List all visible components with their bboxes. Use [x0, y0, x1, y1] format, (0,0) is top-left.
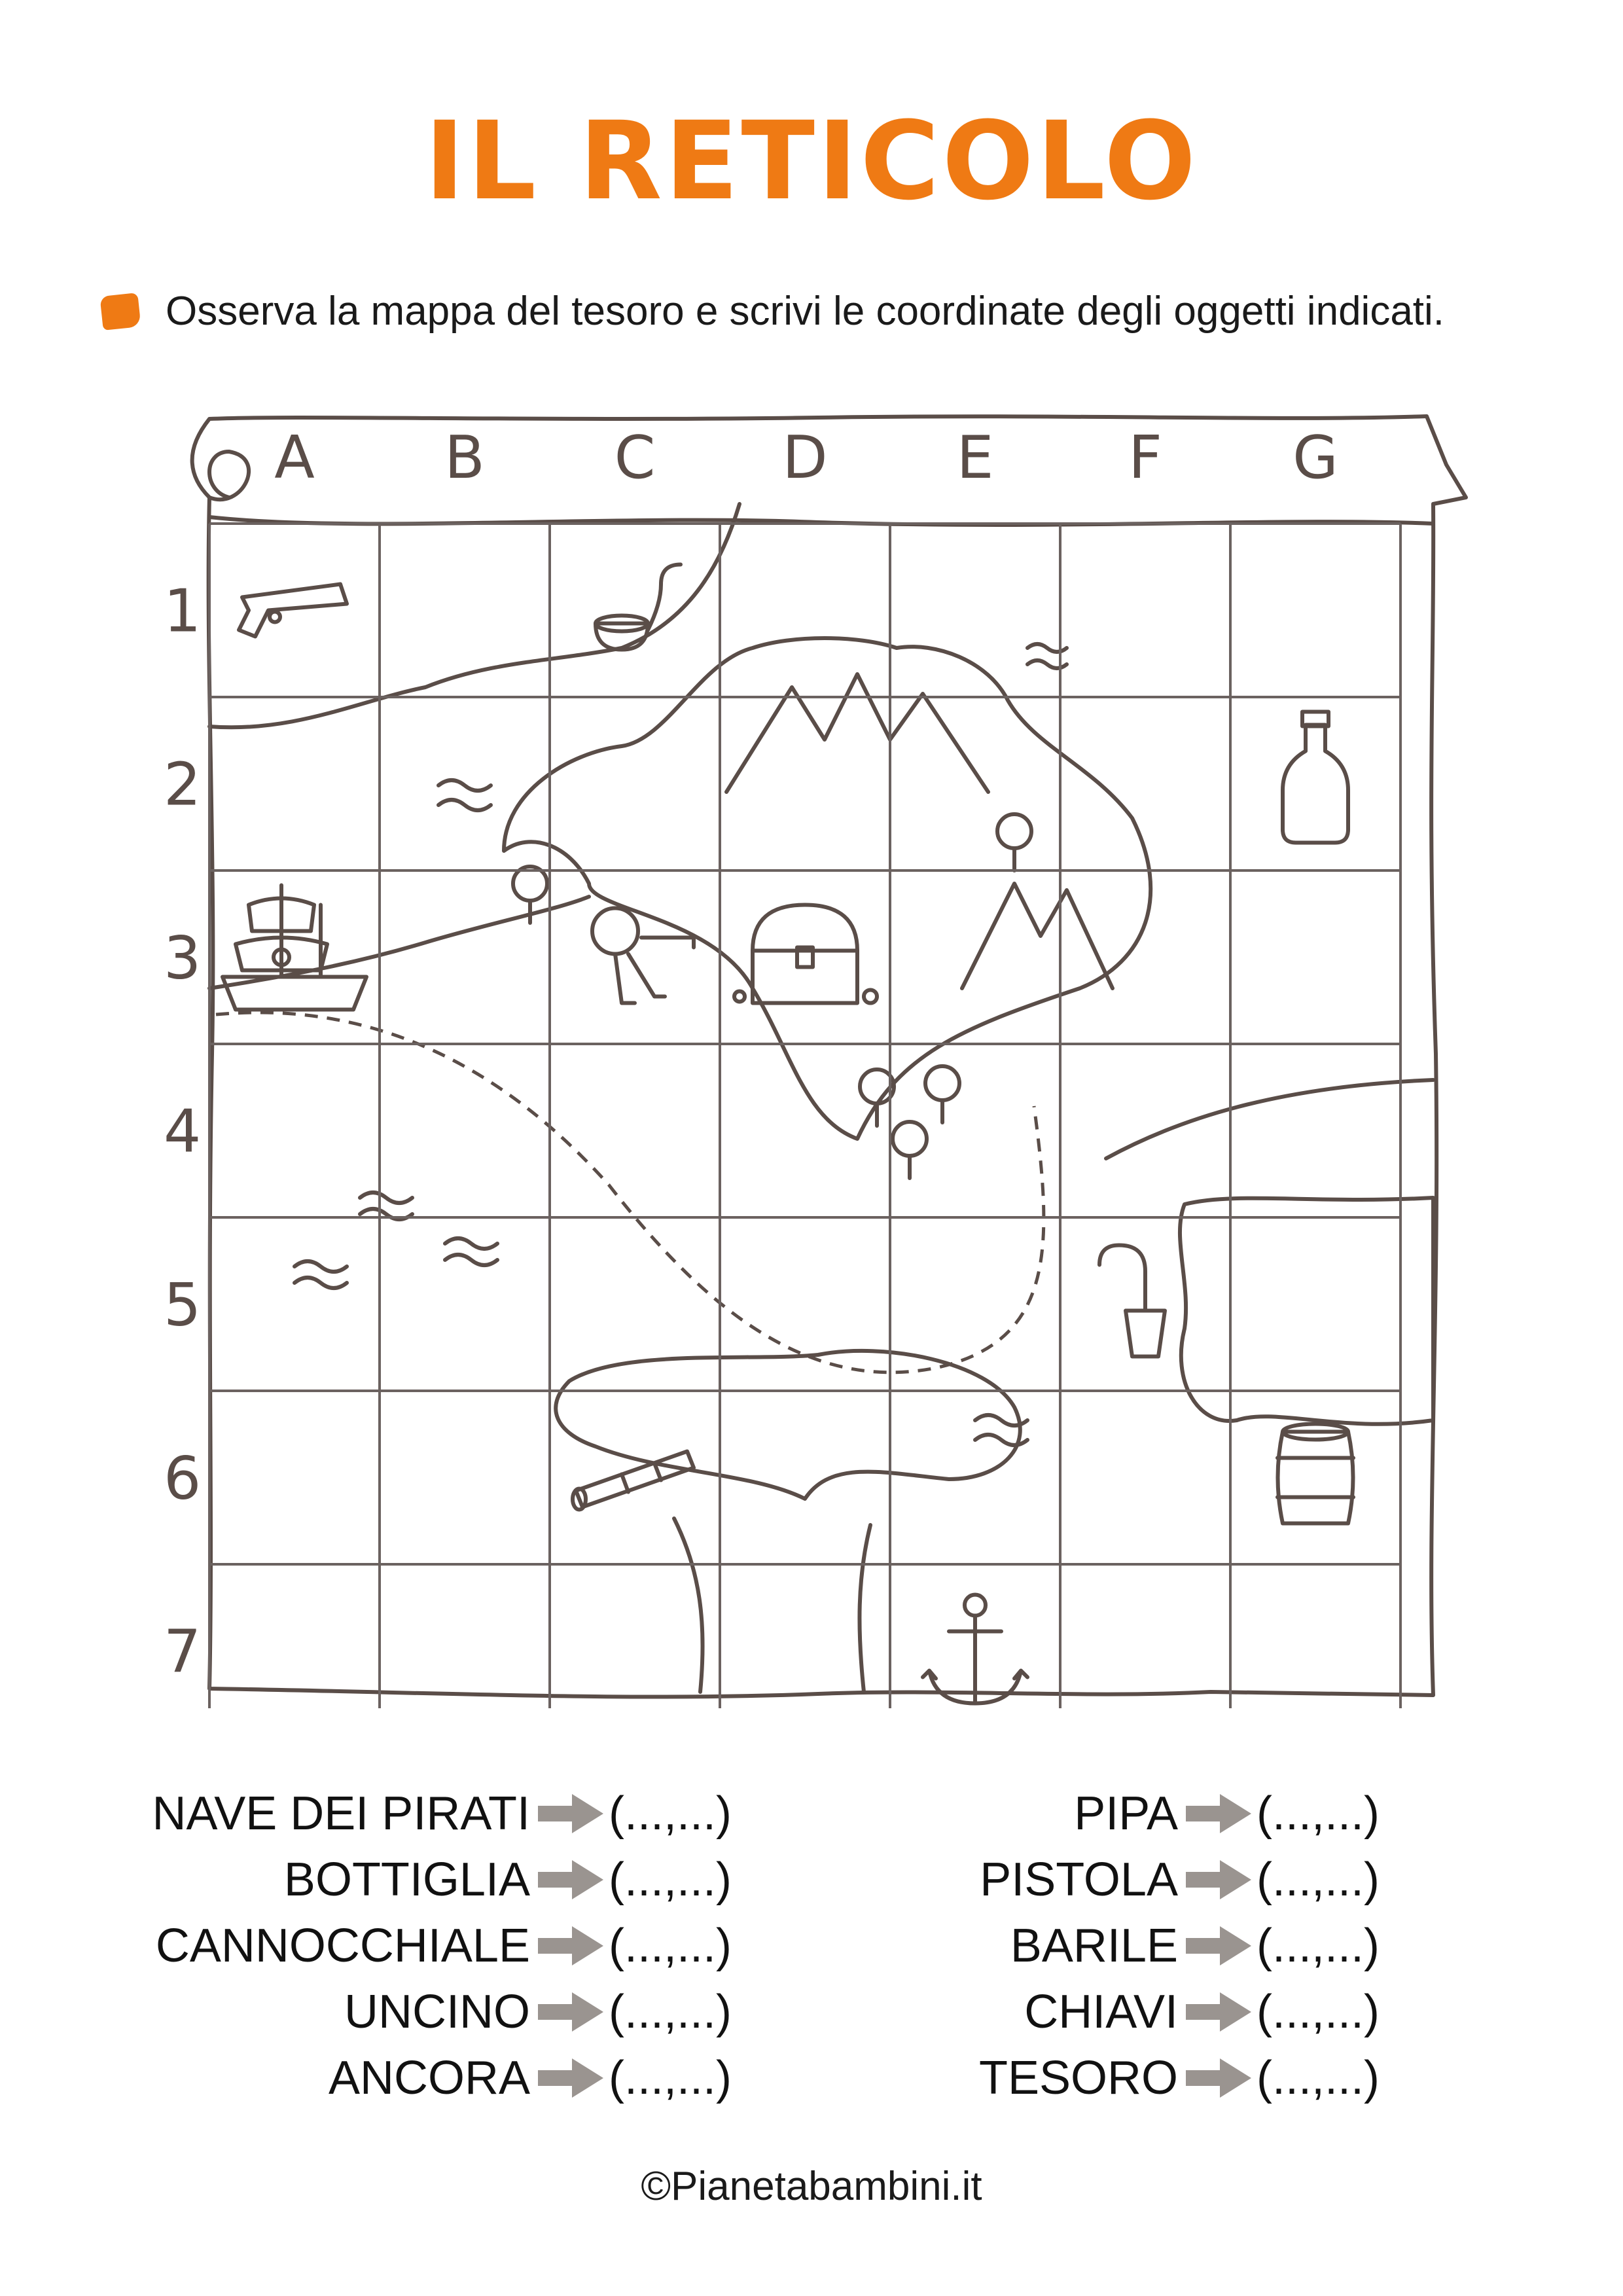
page-title: IL RETICOLO [424, 98, 1199, 224]
question-label: UNCINO [344, 1985, 530, 2038]
pirate-ship-icon [223, 886, 366, 1010]
answer-blank[interactable]: (...,...) [1257, 1787, 1380, 1840]
column-label: B [444, 423, 485, 492]
column-label: G [1293, 423, 1338, 492]
answer-blank[interactable]: (...,...) [1257, 1919, 1380, 1972]
bottle-icon [1283, 712, 1348, 843]
answer-blank[interactable]: (...,...) [609, 1787, 732, 1840]
question-label: TESORO [978, 2051, 1178, 2104]
question-row [772, 1912, 1558, 1979]
arrow-right-icon [1186, 1794, 1251, 1833]
question-label: ANCORA [328, 2051, 530, 2104]
column-label: D [782, 423, 828, 492]
arrow-right-icon [538, 2058, 603, 2098]
column-label: C [614, 423, 656, 492]
answer-blank[interactable]: (...,...) [1257, 1853, 1380, 1906]
arrow-right-icon [538, 1926, 603, 1965]
anchor-icon [923, 1595, 1027, 1704]
row-label: 3 [164, 924, 202, 993]
question-label: PIPA [1074, 1787, 1178, 1840]
arrow-right-icon [538, 1860, 603, 1899]
answer-blank[interactable]: (...,...) [609, 1985, 732, 2038]
question-label: NAVE DEI PIRATI [152, 1787, 530, 1840]
column-label: A [274, 423, 315, 492]
question-label: BARILE [1010, 1919, 1178, 1972]
answer-blank[interactable]: (...,...) [609, 1919, 732, 1972]
arrow-right-icon [1186, 1992, 1251, 2032]
bullet-icon [99, 293, 141, 331]
question-row [772, 1979, 1558, 2045]
answer-blank[interactable]: (...,...) [1257, 1985, 1380, 2038]
question-label: CANNOCCHIALE [155, 1919, 530, 1972]
arrow-right-icon [1186, 1926, 1251, 1965]
column-label: E [956, 423, 994, 492]
questions-right [772, 1780, 1558, 2111]
questions-section [0, 1780, 1623, 2121]
instruction-text: Osserva la mappa del tesoro e scrivi le coordinate degli oggetti indicati. [166, 289, 1445, 334]
treasure-map [164, 399, 1472, 1708]
barrel-icon [1277, 1424, 1353, 1524]
arrow-right-icon [1186, 1860, 1251, 1899]
instruction [101, 288, 1444, 334]
answer-blank[interactable]: (...,...) [1257, 2051, 1380, 2104]
question-label: CHIAVI [1024, 1985, 1178, 2038]
question-row [772, 2045, 1558, 2111]
hook-icon [1099, 1246, 1165, 1357]
answer-blank[interactable]: (...,...) [609, 1853, 732, 1906]
row-label: 4 [164, 1097, 202, 1166]
arrow-right-icon [1186, 2058, 1251, 2098]
keys-icon [592, 908, 694, 1003]
question-row [772, 1846, 1558, 1912]
question-row [772, 1780, 1558, 1846]
answer-blank[interactable]: (...,...) [609, 2051, 732, 2104]
footer-credit: ©Pianetabambini.it [641, 2164, 982, 2209]
row-label: 5 [164, 1270, 202, 1340]
row-label: 6 [164, 1444, 202, 1513]
question-label: PISTOLA [980, 1853, 1178, 1906]
row-label: 7 [164, 1617, 202, 1687]
pipe-icon [596, 565, 681, 650]
arrow-right-icon [538, 1794, 603, 1833]
column-label: F [1128, 423, 1162, 492]
row-label: 1 [164, 577, 202, 646]
arrow-right-icon [538, 1992, 603, 2032]
pistol-icon [239, 584, 347, 637]
question-label: BOTTIGLIA [283, 1853, 530, 1906]
treasure-chest-icon [734, 905, 877, 1003]
row-label: 2 [164, 750, 202, 819]
